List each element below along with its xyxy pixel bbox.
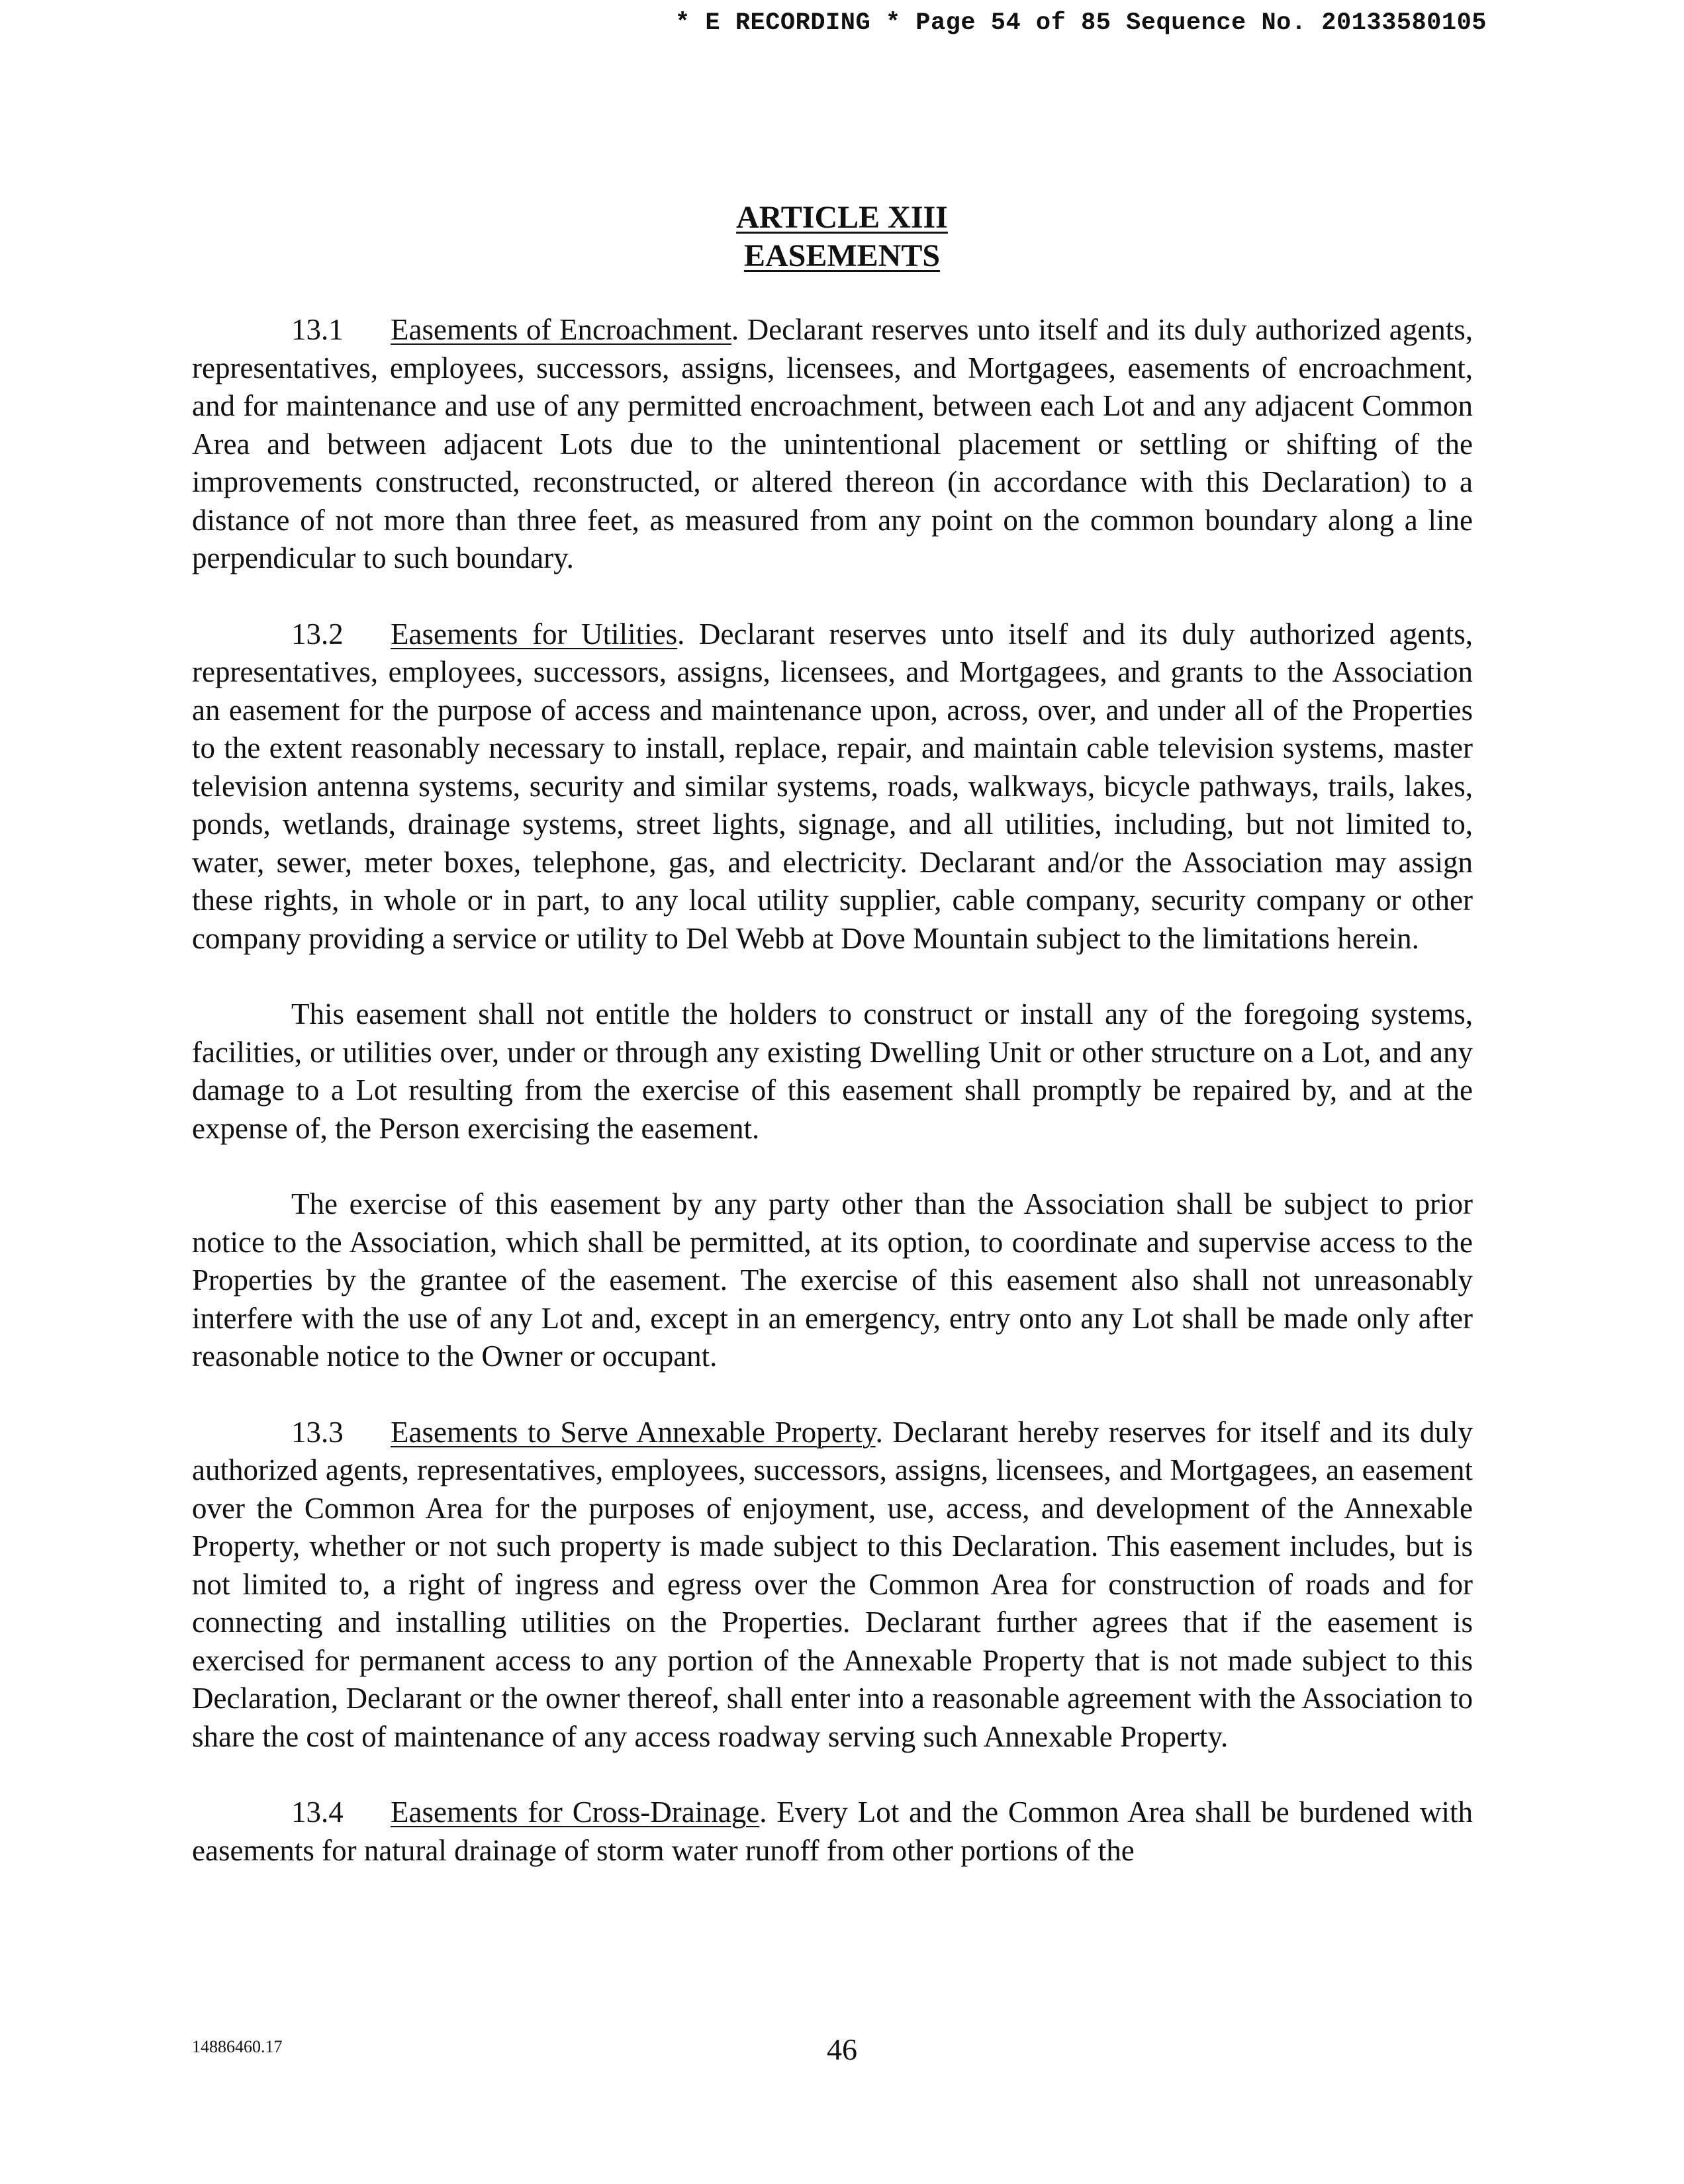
section-number: 13.1 xyxy=(291,313,344,346)
section-heading: Easements of Encroachment xyxy=(391,313,731,346)
document-id: 14886460.17 xyxy=(192,2037,283,2056)
article-title: ARTICLE XIII xyxy=(736,200,948,235)
section-text: . Every Lot and the Common Area shall be burdened with easements for natural drainage of storm water runoff from other portions of the xyxy=(192,1796,1473,1867)
section-13-2 xyxy=(192,615,1473,958)
section-number: 13.2 xyxy=(291,617,344,651)
section-heading: Easements to Serve Annexable Property xyxy=(391,1415,876,1449)
page-number: 46 xyxy=(827,2032,857,2066)
article-title-block xyxy=(0,199,1684,275)
section-13-4 xyxy=(192,1794,1473,1870)
article-subtitle: EASEMENTS xyxy=(743,238,941,273)
section-heading: Easements for Utilities xyxy=(391,617,678,651)
section-text: . Declarant reserves unto itself and its duly authorized agents, representatives, employees, successors, assigns, licensees, and Mortgagees, easements of encroachment, and for maintenance and use of any permitted encroachment, between each Lot and any adjacent Common Area and between adjacent Lots due to the unintentional placement or settling or shifting of the improvements constructed, reconstructed, or altered thereon (in accordance with this Declaration) to a distance of not more than three feet, as measured from any point on the common boundary along a line perpendicular to such boundary. xyxy=(192,313,1474,574)
section-13-2-paragraph-2 xyxy=(192,995,1473,1148)
section-number: 13.3 xyxy=(291,1415,344,1449)
paragraph-text: The exercise of this easement by any party other than the Association shall be subject to prior notice to the Association, which shall be permitted, at its option, to coordinate and supervise access to the Properties by the grantee of the easement. The exercise of this easement also shall not unreasonably interfere with the use of any Lot and, except in an emergency, entry onto any Lot shall be made only after reasonable notice to the Owner or occupant. xyxy=(192,1187,1473,1373)
section-text: . Declarant reserves unto itself and its duly authorized agents, representatives, employees, successors, assigns, licensees, and Mortgagees, and grants to the Association an easement for the purpose of access and maintenance upon, across, over, and under all of the Properties to the extent reasonably necessary to install, replace, repair, and maintain cable television systems, master television antenna systems, security and similar systems, roads, walkways, bicycle pathways, trails, lakes, ponds, wetlands, drainage systems, street lights, signage, and all utilities, including, but not limited to, water, sewer, meter boxes, telephone, gas, and electricity. Declarant and/or the Association may assign these rights, in whole or in part, to any local utility supplier, cable company, security company or other company providing a service or utility to Del Webb at Dove Mountain subject to the limitations herein. xyxy=(192,617,1473,955)
section-number: 13.4 xyxy=(291,1796,344,1829)
article-body xyxy=(192,311,1473,1907)
section-heading: Easements for Cross-Drainage xyxy=(391,1796,760,1829)
section-text: . Declarant hereby reserves for itself and its duly authorized agents, representatives, employees, successors, assigns, licensees, and Mortgagees, an easement over the Common Area for the purposes of enjoyment, use, access, and development of the Annexable Property, whether or not such property is made subject to this Declaration. This easement includes, but is not limited to, a right of ingress and egress over the Common Area for construction of roads and for connecting and installing utilities on the Properties. Declarant further agrees that if the easement is exercised for permanent access to any portion of the Annexable Property that is not made subject to this Declaration, Declarant or the owner thereof, shall enter into a reasonable agreement with the Association to share the cost of maintenance of any access roadway serving such Annexable Property. xyxy=(192,1415,1474,1753)
section-13-1 xyxy=(192,311,1473,578)
section-13-2-paragraph-3 xyxy=(192,1185,1473,1376)
paragraph-text: This easement shall not entitle the holders to construct or install any of the foregoing systems, facilities, or utilities over, under or through any existing Dwelling Unit or other structure on a Lot, and any damage to a Lot resulting from the exercise of this easement shall promptly be repaired by, and at the expense of, the Person exercising the easement. xyxy=(192,997,1473,1145)
section-13-3 xyxy=(192,1414,1473,1756)
recording-header: * E RECORDING * Page 54 of 85 Sequence No. 20133580105 xyxy=(675,9,1487,37)
